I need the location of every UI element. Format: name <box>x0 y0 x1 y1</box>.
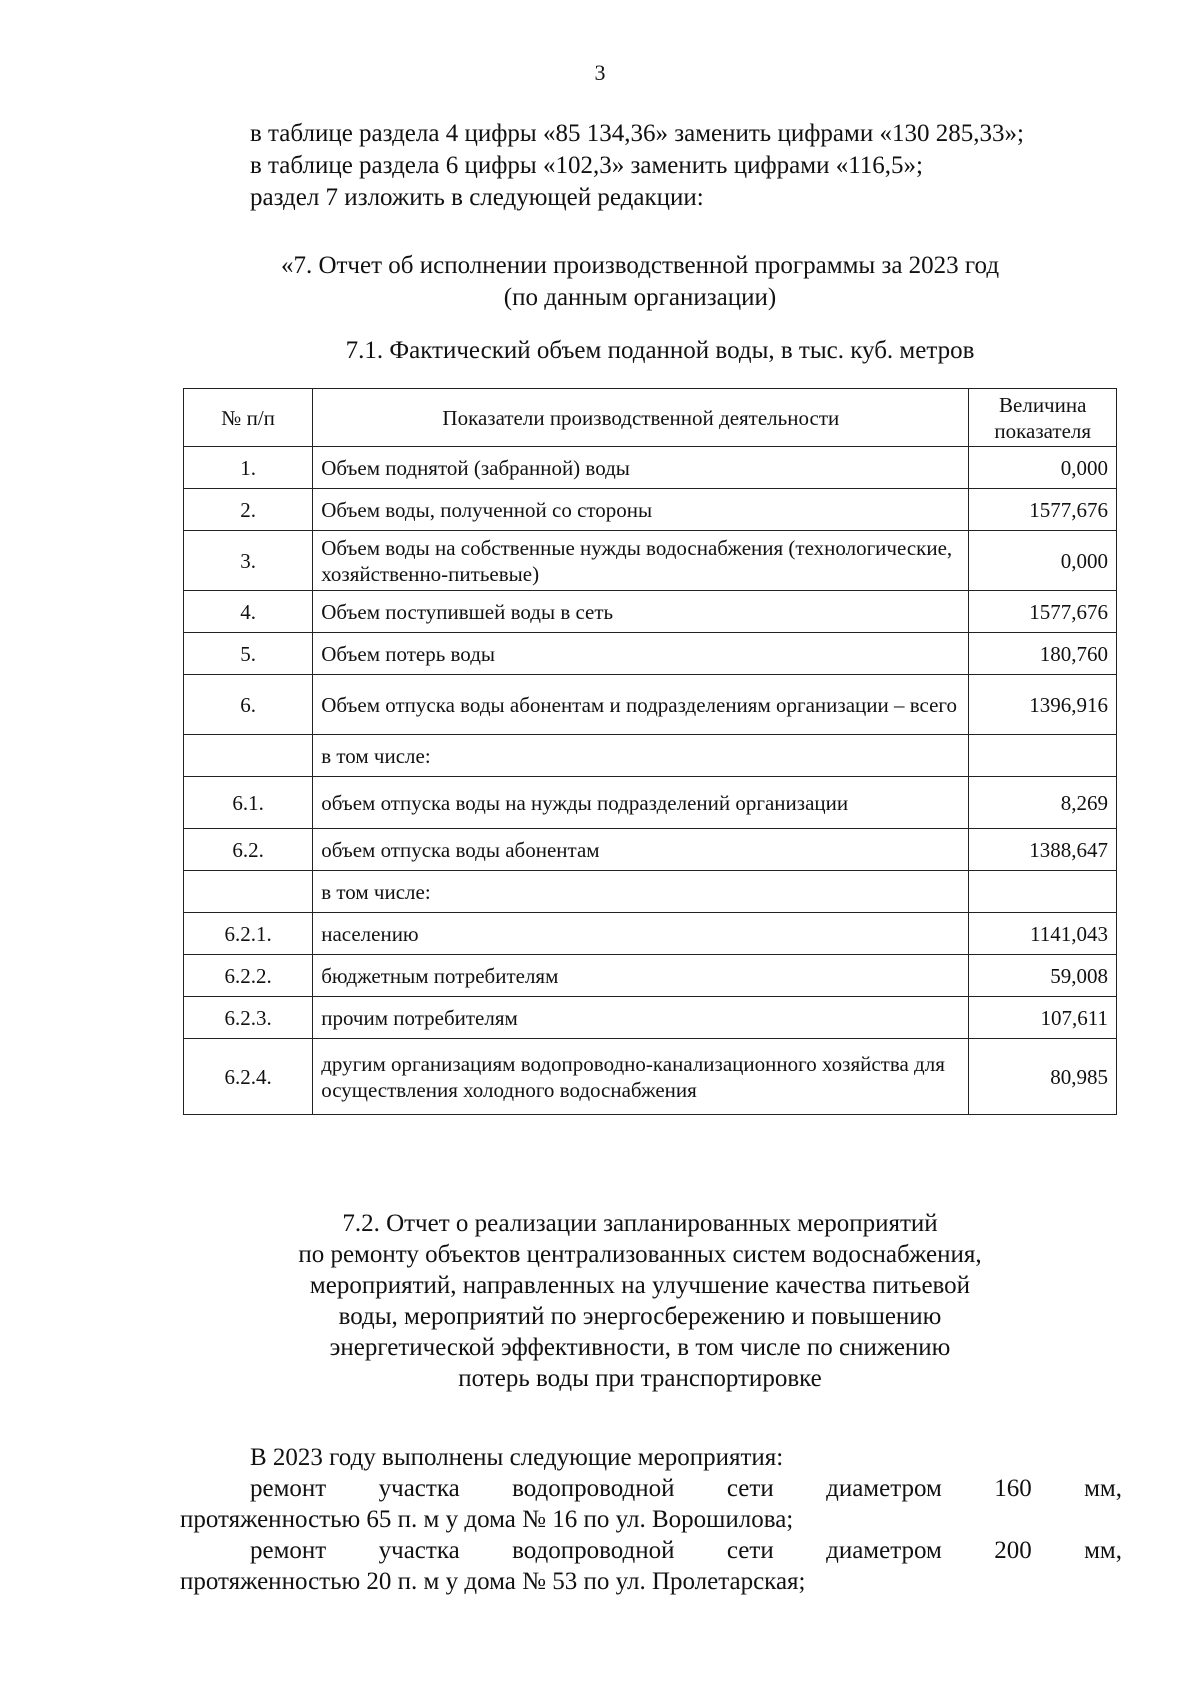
cell-num: 6.1. <box>184 777 313 829</box>
cell-name: объем отпуска воды на нужды подразделений организации <box>313 777 969 829</box>
table-row <box>184 591 1117 633</box>
cell-num: 6.2.1. <box>184 913 313 955</box>
table-row <box>184 735 1117 777</box>
cell-num: 6.2.4. <box>184 1039 313 1115</box>
cell-value: 1577,676 <box>969 591 1117 633</box>
body-item-1-line-1: ремонт участка водопроводной сети диаметром 160 мм, <box>250 1475 1122 1502</box>
section-7-subtitle-line: (по данным организации) <box>503 284 777 311</box>
cell-value: 1388,647 <box>969 829 1117 871</box>
cell-name: Объем поднятой (забранной) воды <box>313 447 969 489</box>
cell-name: бюджетным потребителям <box>313 955 969 997</box>
cell-name: Объем воды, полученной со стороны <box>313 489 969 531</box>
table-row <box>184 777 1117 829</box>
cell-name: Объем поступившей воды в сеть <box>313 591 969 633</box>
cell-num: 3. <box>184 531 313 591</box>
header-num: № п/п <box>184 389 313 447</box>
cell-name: населению <box>313 913 969 955</box>
body-text <box>180 1442 1122 1597</box>
table-row <box>184 829 1117 871</box>
cell-name: в том числе: <box>313 871 969 913</box>
page-number: 3 <box>594 60 606 85</box>
subsection-7-2-line: потерь воды при транспортировке <box>458 1365 822 1392</box>
intro-line: раздел 7 изложить в следующей редакции: <box>250 184 704 211</box>
cell-name: объем отпуска воды абонентам <box>313 829 969 871</box>
cell-value: 0,000 <box>969 447 1117 489</box>
cell-value <box>969 735 1117 777</box>
table-row <box>184 447 1117 489</box>
intro-line: в таблице раздела 4 цифры «85 134,36» заменить цифрами «130 285,33»; <box>250 120 1024 147</box>
cell-num: 6.2.2. <box>184 955 313 997</box>
cell-value: 1577,676 <box>969 489 1117 531</box>
cell-name: Объем потерь воды <box>313 633 969 675</box>
cell-value: 0,000 <box>969 531 1117 591</box>
table-row <box>184 531 1117 591</box>
table-row <box>184 871 1117 913</box>
intro-line: в таблице раздела 6 цифры «102,3» заменить цифрами «116,5»; <box>250 152 923 179</box>
cell-num: 2. <box>184 489 313 531</box>
subsection-7-2-title <box>160 1208 1120 1394</box>
cell-num: 6.2. <box>184 829 313 871</box>
header-value: Величина показателя <box>969 389 1117 447</box>
cell-num: 4. <box>184 591 313 633</box>
table-row <box>184 675 1117 735</box>
table-row <box>184 913 1117 955</box>
cell-value: 180,760 <box>969 633 1117 675</box>
cell-value: 107,611 <box>969 997 1117 1039</box>
table-row <box>184 489 1117 531</box>
cell-name: прочим потребителям <box>313 997 969 1039</box>
subsection-7-2-line: воды, мероприятий по энергосбережению и повышению <box>338 1303 942 1330</box>
cell-num: 6. <box>184 675 313 735</box>
body-lead: В 2023 году выполнены следующие мероприятия: <box>250 1444 784 1471</box>
cell-name: Объем отпуска воды абонентам и подразделениям организации – всего <box>313 675 969 735</box>
subsection-7-2-line: по ремонту объектов централизованных систем водоснабжения, <box>298 1241 982 1268</box>
table-header-row <box>184 389 1117 447</box>
subsection-7-1-title: 7.1. Фактический объем поданной воды, в тыс. куб. метров <box>345 337 975 364</box>
intro-text <box>250 118 1130 214</box>
table-row <box>184 1039 1117 1115</box>
subsection-7-2-line: 7.2. Отчет о реализации запланированных мероприятий <box>342 1210 938 1237</box>
cell-num <box>184 735 313 777</box>
body-item-2-line-1: ремонт участка водопроводной сети диаметром 200 мм, <box>250 1537 1122 1564</box>
subsection-7-2-line: энергетической эффективности, в том числе по снижению <box>329 1334 951 1361</box>
subsection-7-2-line: мероприятий, направленных на улучшение качества питьевой <box>309 1272 971 1299</box>
cell-name: Объем воды на собственные нужды водоснабжения (технологические, хозяйственно-питьевые) <box>313 531 969 591</box>
body-item-1-line-2: протяженностью 65 п. м у дома № 16 по ул. Ворошилова; <box>180 1506 794 1533</box>
section-7-title <box>160 250 1120 314</box>
cell-num: 6.2.3. <box>184 997 313 1039</box>
cell-num <box>184 871 313 913</box>
table-row <box>184 633 1117 675</box>
cell-value: 59,008 <box>969 955 1117 997</box>
cell-num: 5. <box>184 633 313 675</box>
cell-value: 80,985 <box>969 1039 1117 1115</box>
body-item-2-line-2: протяженностью 20 п. м у дома № 53 по ул. Пролетарская; <box>180 1568 806 1595</box>
section-7-title-line: «7. Отчет об исполнении производственной программы за 2023 год <box>280 252 1000 279</box>
cell-value <box>969 871 1117 913</box>
cell-value: 8,269 <box>969 777 1117 829</box>
cell-name: в том числе: <box>313 735 969 777</box>
cell-name: другим организациям водопроводно-канализационного хозяйства для осуществления холодного водоснабжения <box>313 1039 969 1115</box>
cell-value: 1396,916 <box>969 675 1117 735</box>
water-volume-table <box>183 388 1117 1115</box>
cell-num: 1. <box>184 447 313 489</box>
table-row <box>184 997 1117 1039</box>
header-name: Показатели производственной деятельности <box>313 389 969 447</box>
table-row <box>184 955 1117 997</box>
cell-value: 1141,043 <box>969 913 1117 955</box>
